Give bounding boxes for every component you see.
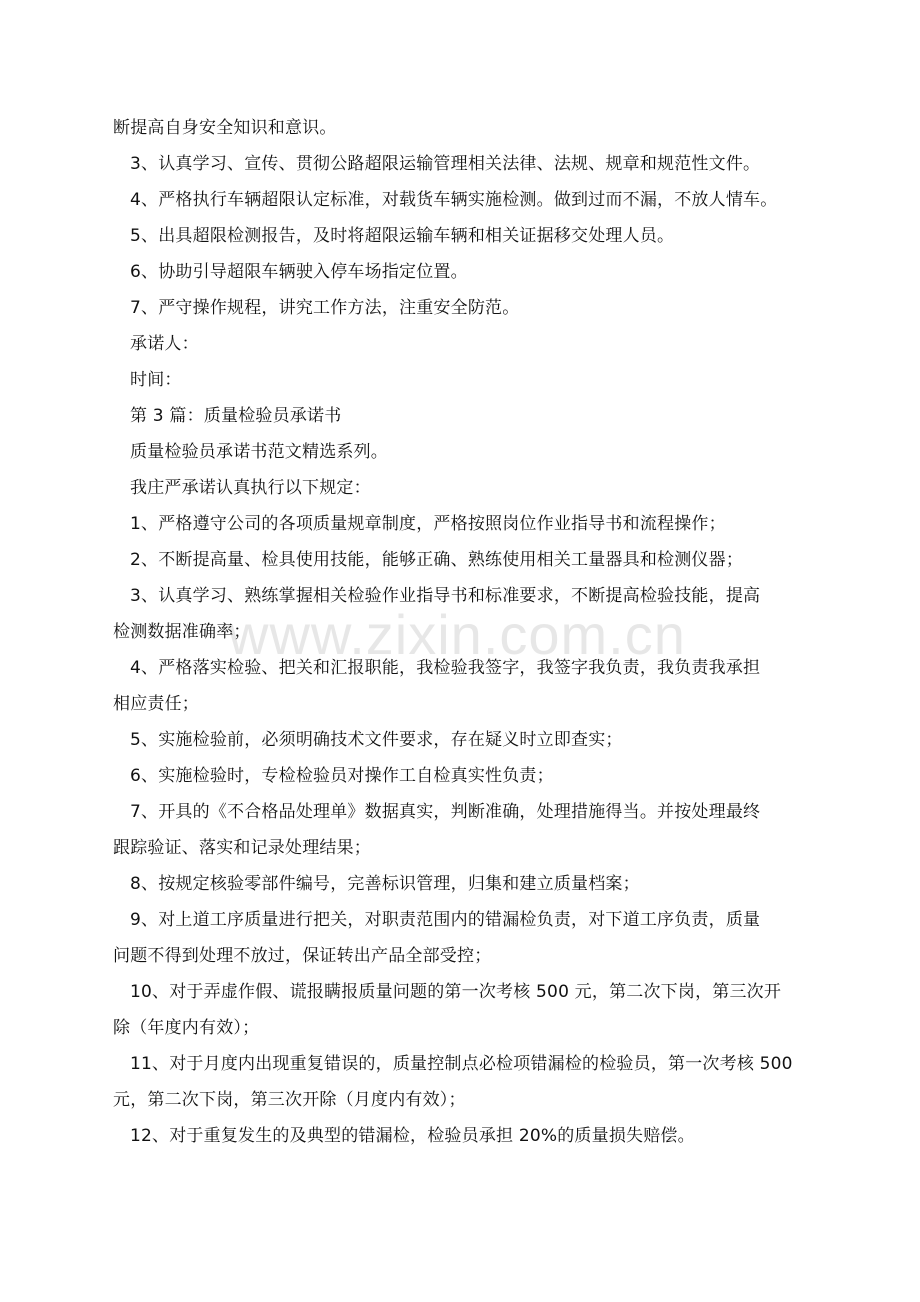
paragraph-line: 3、认真学习、宣传、贯彻公路超限运输管理相关法律、法规、规章和规范性文件。: [130, 154, 761, 174]
paragraph-line: 问题不得到处理不放过，保证转出产品全部受控；: [113, 946, 492, 966]
paragraph-line: 4、严格落实检验、把关和汇报职能，我检验我签字，我签字我负责，我负责我承担: [130, 658, 761, 678]
document-body: [113, 110, 813, 1154]
paragraph-line: 相应责任；: [113, 694, 199, 714]
paragraph-line: 4、严格执行车辆超限认定标准，对载货车辆实施检测。做到过而不漏，不放人情车。: [130, 190, 778, 210]
paragraph-line: 断提高自身安全知识和意识。: [113, 118, 337, 138]
paragraph-line: 7、开具的《不合格品处理单》数据真实，判断准确，处理措施得当。并按处理最终: [130, 802, 761, 822]
paragraph-line: 1、严格遵守公司的各项质量规章制度，严格按照岗位作业指导书和流程操作；: [130, 514, 726, 534]
paragraph-line: 元，第二次下岗，第三次开除（月度内有效）；: [113, 1090, 466, 1110]
paragraph-line: 11、对于月度内出现重复错误的，质量控制点必检项错漏检的检验员，第一次考核 500: [130, 1054, 793, 1074]
paragraph-line: 跟踪验证、落实和记录处理结果；: [113, 838, 371, 858]
signatory-label: 承诺人：: [130, 334, 199, 354]
paragraph-line: 我庄严承诺认真执行以下规定：: [130, 478, 371, 498]
paragraph-line: 12、对于重复发生的及典型的错漏检，检验员承担 20%的质量损失赔偿。: [130, 1126, 695, 1146]
paragraph-line: 5、出具超限检测报告，及时将超限运输车辆和相关证据移交处理人员。: [130, 226, 675, 246]
paragraph-line: 检测数据准确率；: [113, 622, 251, 642]
paragraph-line: 5、实施检验前，必须明确技术文件要求，存在疑义时立即查实；: [130, 730, 623, 750]
paragraph-line: 6、实施检验时，专检检验员对操作工自检真实性负责；: [130, 766, 554, 786]
watermark: www.zixin.com.cn: [228, 603, 686, 666]
paragraph-line: 8、按规定核验零部件编号，完善标识管理，归集和建立质量档案；: [130, 874, 640, 894]
time-label: 时间：: [130, 370, 182, 390]
paragraph-line: 3、认真学习、熟练掌握相关检验作业指导书和标准要求，不断提高检验技能，提高: [130, 586, 761, 606]
paragraph-line: 9、对上道工序质量进行把关，对职责范围内的错漏检负责，对下道工序负责，质量: [130, 910, 761, 930]
paragraph-line: 6、协助引导超限车辆驶入停车场指定位置。: [130, 262, 468, 282]
paragraph-line: 除（年度内有效）；: [113, 1018, 260, 1038]
paragraph-line: 质量检验员承诺书范文精选系列。: [130, 442, 388, 462]
section-heading: 第 3 篇：质量检验员承诺书: [130, 406, 342, 426]
paragraph-line: 7、严守操作规程，讲究工作方法，注重安全防范。: [130, 298, 520, 318]
paragraph-line: 10、对于弄虚作假、谎报瞒报质量问题的第一次考核 500 元，第二次下岗，第三次开: [130, 982, 782, 1002]
paragraph-line: 2、不断提高量、检具使用技能，能够正确、熟练使用相关工量器具和检测仪器；: [130, 550, 744, 570]
